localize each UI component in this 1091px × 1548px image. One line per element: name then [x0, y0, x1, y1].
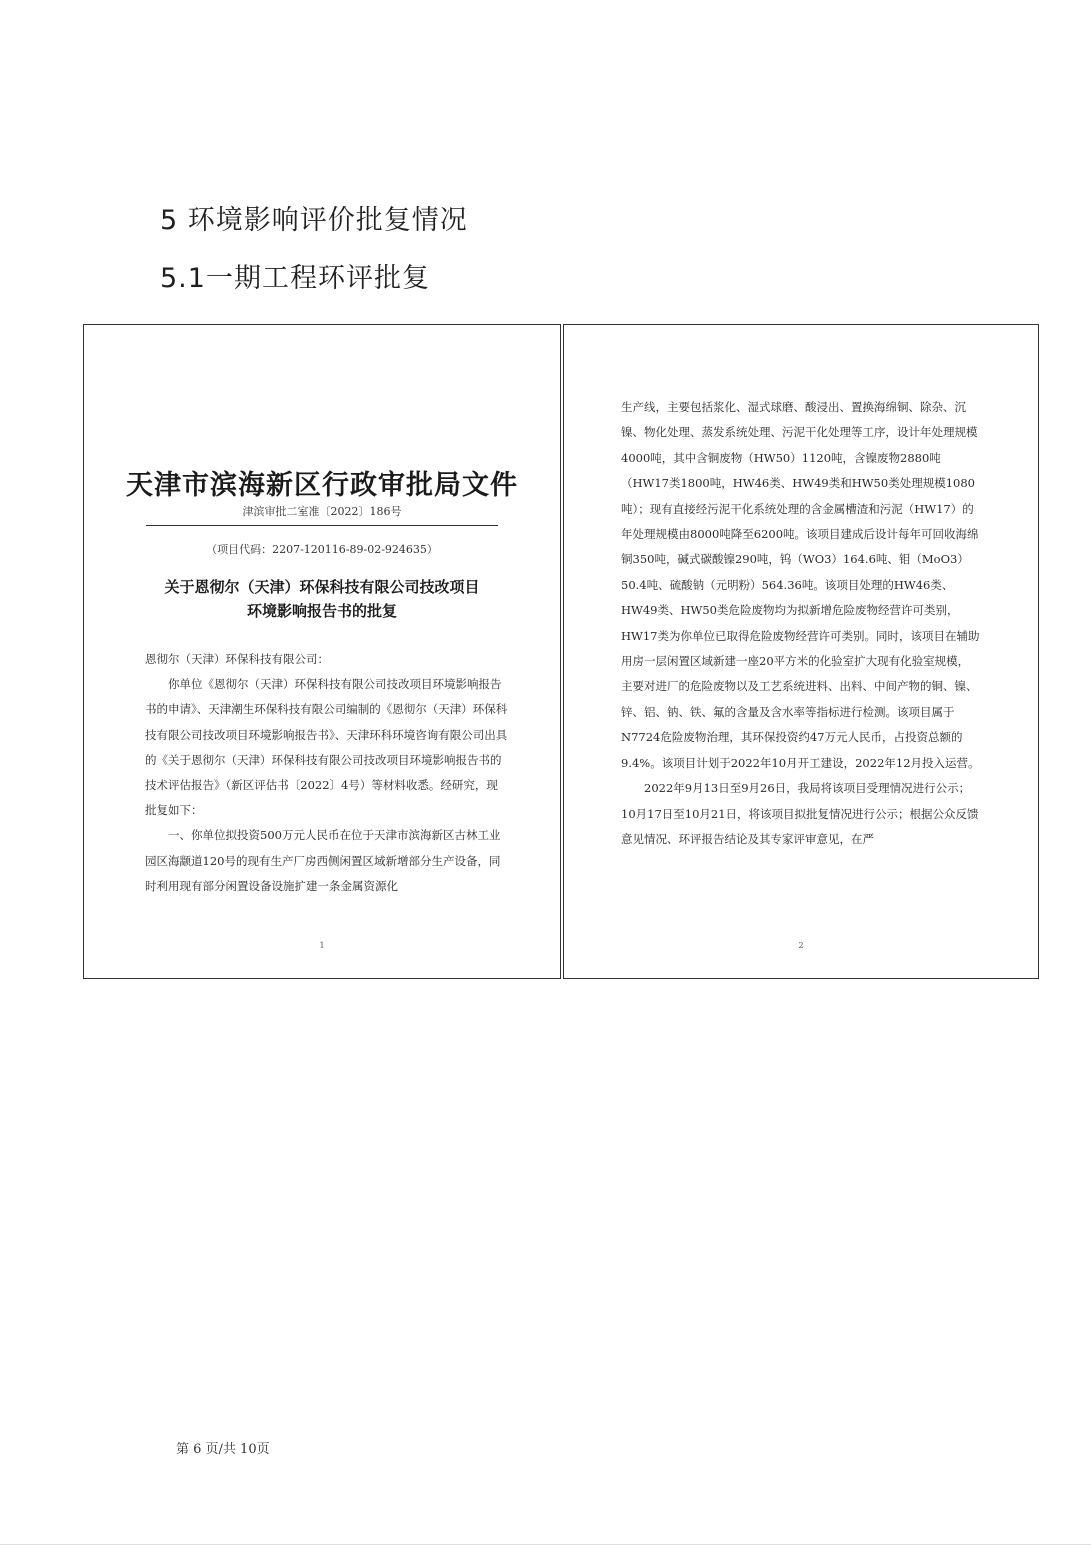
addressee: 恩彻尔（天津）环保科技有限公司： [145, 652, 329, 666]
document-subject [84, 575, 560, 623]
body-paragraph: 2022年9月13日至9月26日，我局将该项目受理情况进行公示；10月17日至10月21日，将该项目拟批复情况进行公示；根据公众反馈意见情况、环评报告结论及其专家评审意见，在严 [621, 781, 979, 846]
scan-page-number: 2 [798, 941, 804, 950]
subsection-heading: 5.1一期工程环评批复 [160, 263, 430, 294]
subject-line-1: 关于恩彻尔（天津）环保科技有限公司技改项目 [164, 578, 480, 596]
project-code: （项目代码：2207-120116-89-02-924635） [206, 543, 438, 556]
right-body-text [621, 395, 980, 852]
scan-page-number: 1 [319, 941, 325, 950]
bottom-edge [0, 1544, 1091, 1545]
document-number: 津滨审批二室准〔2022〕186号 [242, 505, 402, 518]
document-title: 天津市滨海新区行政审批局文件 [126, 470, 518, 501]
body-paragraph: 生产线，主要包括浆化、湿式球磨、酸浸出、置换海绵铜、除杂、沉镍、物化处理、蒸发系统处理、污泥干化处理等工序，设计年处理规模4000吨，其中含铜废物（HW50）1120吨，含镍废物2880吨（HW17类1800吨，HW46类、HW49类和HW50类处理规模1080吨）；现有直接经污泥干化系统处理的含金属槽渣和污泥（HW17）的年处理规模由8000吨降至6200吨。该项目建成后设计每年可回收海绵铜350吨，碱式碳酸镍290吨，钨（WO3）164.6吨、钼（MoO3）50.4吨、硫酸钠（元明粉）564.36吨。该项目处理的HW46类、HW49类、HW50类危险废物均为拟新增危险废物经营许可类别，HW17类为你单位已取得危险废物经营许可类别。同时，该项目在辅助用房一层闲置区域新建一座20平方米的化验室扩大现有化验室规模，主要对进厂的危险废物以及工艺系统进料、出料、中间产物的铜、镍、锌、铝、钠、铁、氟的含量及含水率等指标进行检测。该项目属于N7724危险废物治理，其环保投资约47万元人民币，占投资总额的9.4%。该项目计划于2022年10月开工建设，2022年12月投入运营。 [621, 400, 980, 770]
body-paragraph: 一、你单位拟投资500万元人民币在位于天津市滨海新区古林工业园区海颛道120号的现有生产厂房西侧闲置区域新增部分生产设备，同时利用现有部分闲置设备设施扩建一条金属资源化 [145, 828, 501, 893]
section-heading: 5 环境影响评价批复情况 [160, 205, 468, 236]
scanned-page-left [83, 324, 561, 979]
body-paragraph: 你单位《恩彻尔（天津）环保科技有限公司技改项目环境影响报告书的申请》、天津潮生环保科技有限公司编制的《恩彻尔（天津）环保科技有限公司技改项目环境影响报告书》、天津环科环境咨询有限公司出具的《关于恩彻尔（天津）环保科技有限公司技改项目环境影响报告书的技术评估报告》（新区评估书〔2022〕4号）等材料收悉。经研究，现批复如下： [145, 677, 508, 818]
left-body-text [145, 647, 508, 899]
page-footer: 第 6 页/共 10页 [176, 1442, 270, 1457]
scanned-page-right [563, 324, 1039, 979]
subject-line-2: 环境影响报告书的批复 [246, 602, 397, 620]
title-divider [146, 525, 498, 526]
